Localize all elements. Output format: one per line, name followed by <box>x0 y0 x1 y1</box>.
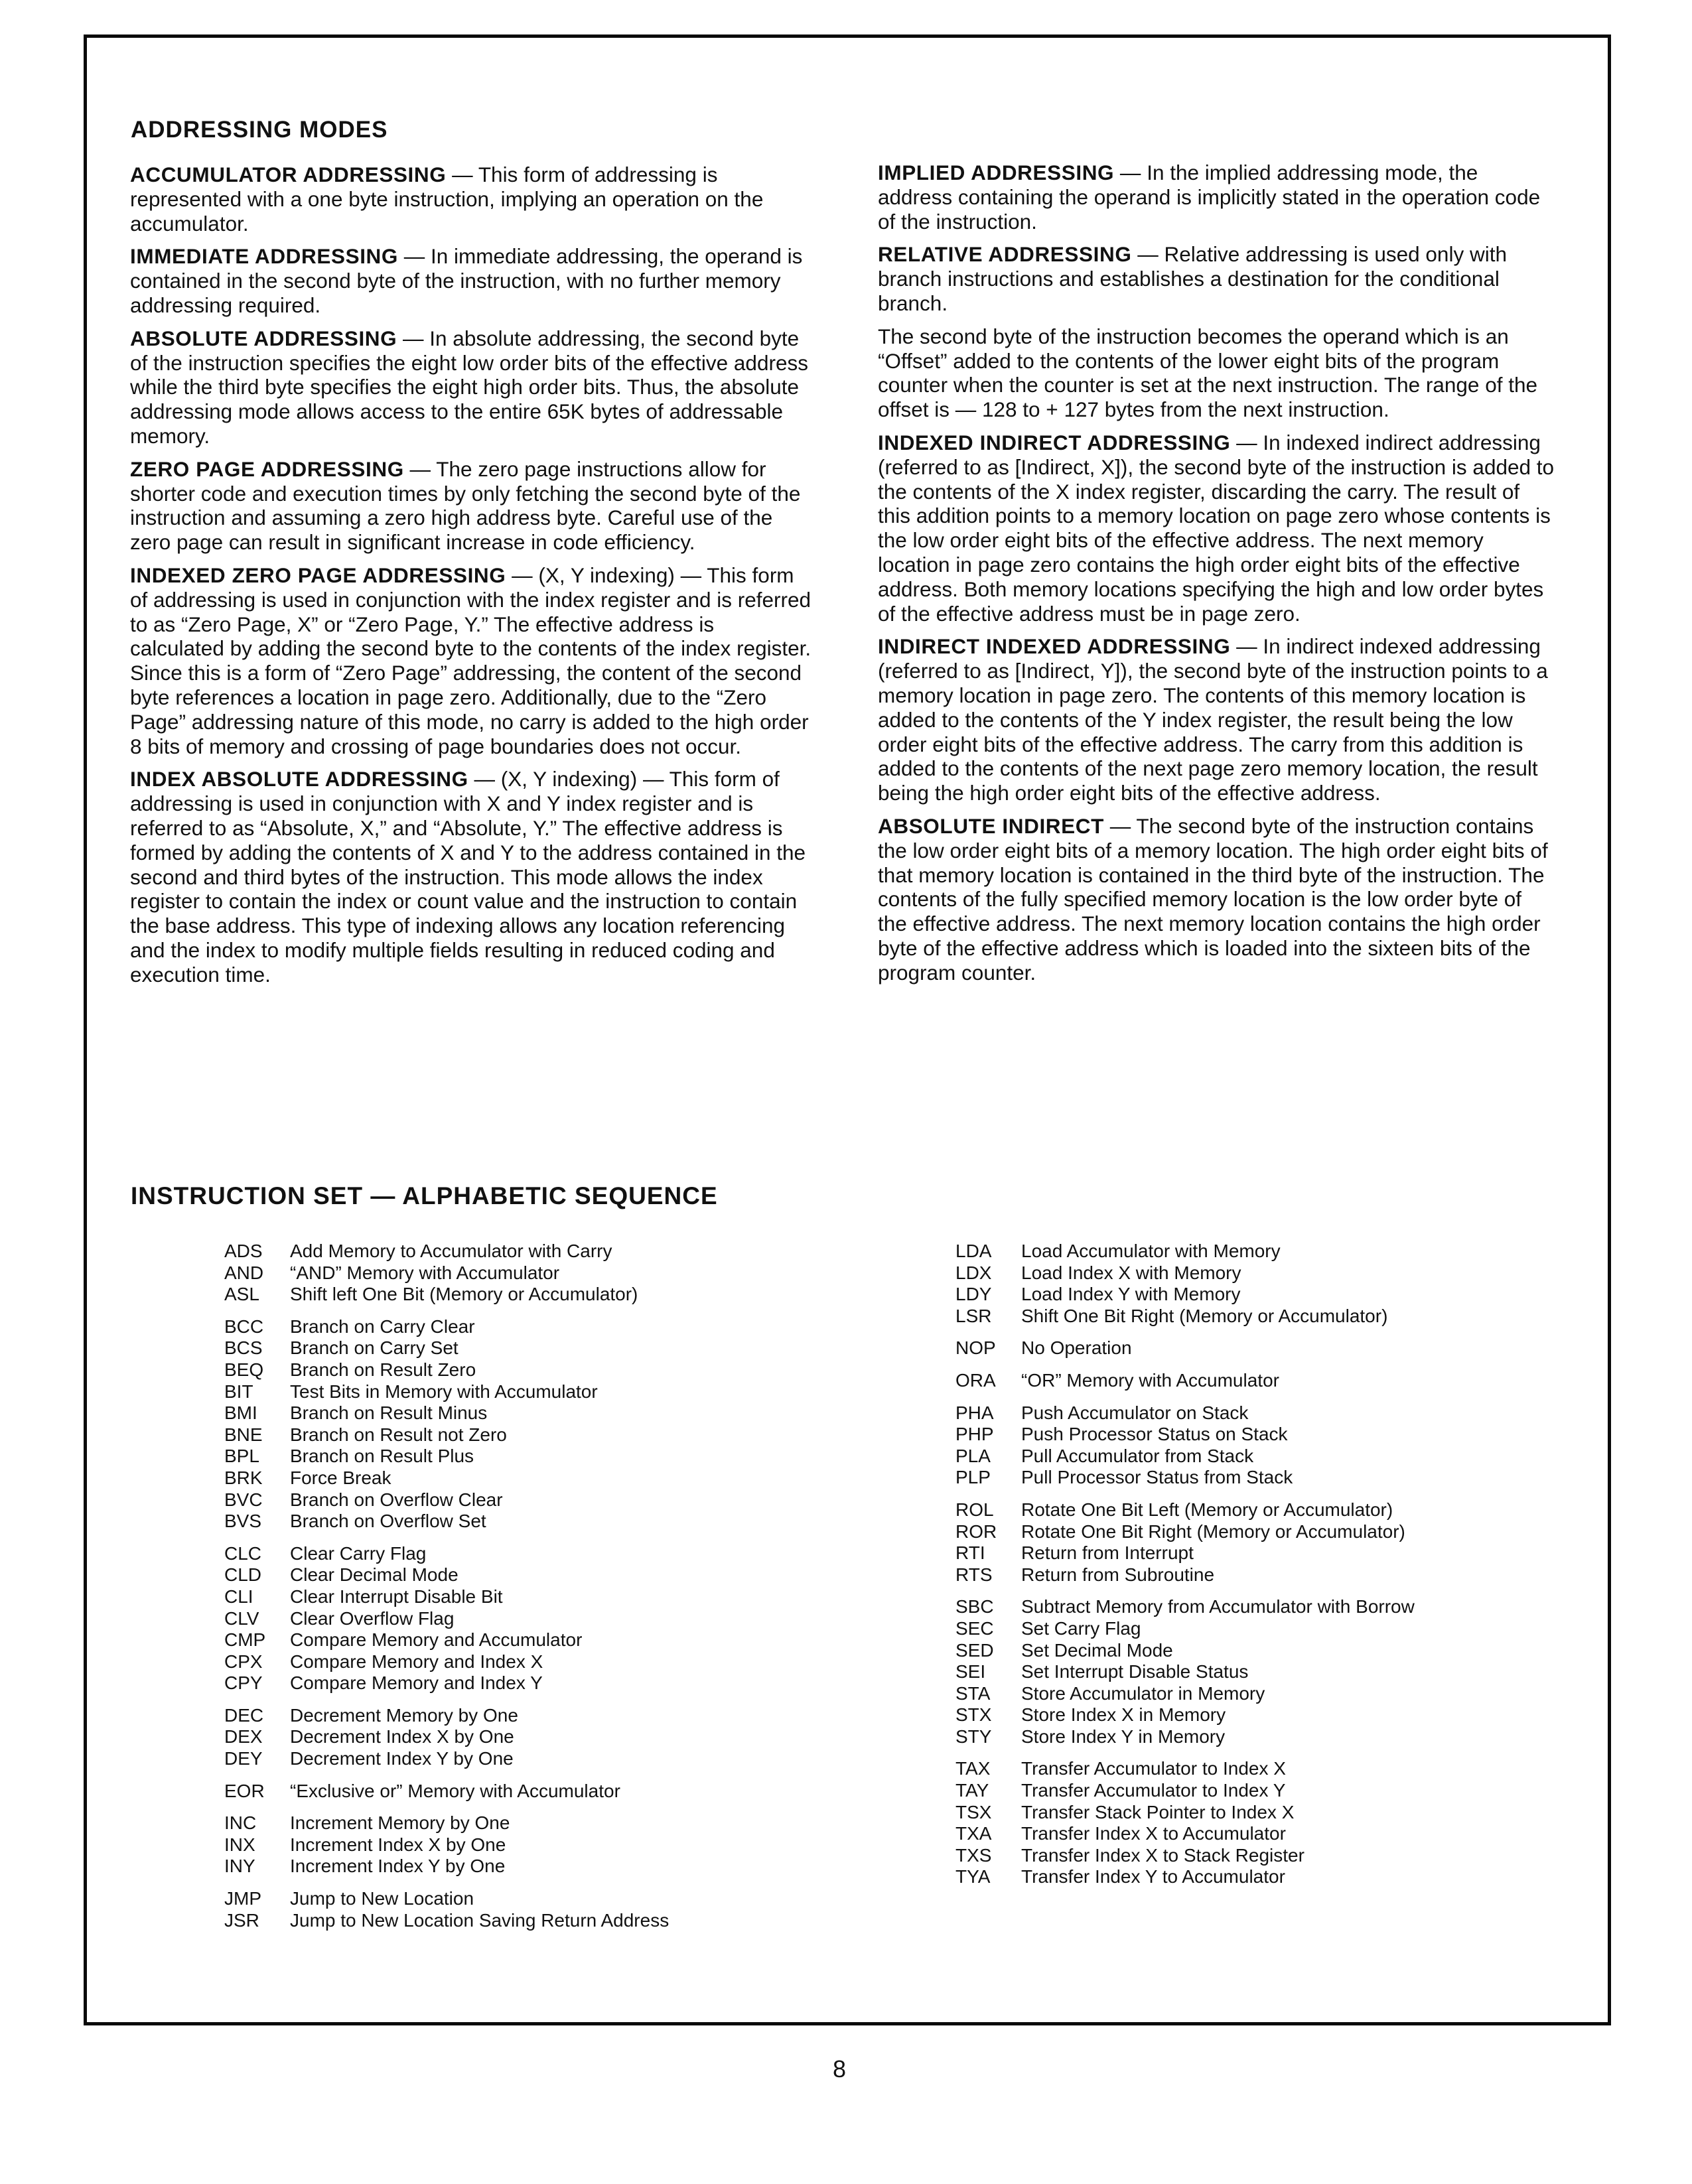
instruction-description: Clear Decimal Mode <box>290 1564 458 1586</box>
instruction-mnemonic: EOR <box>224 1780 265 1801</box>
term-separator: — <box>446 163 478 186</box>
addressing-mode-description: This form of addressing is represented with a one byte instruction, implying an operation on the accumulator. <box>130 163 764 236</box>
instruction-mnemonic: BMI <box>224 1402 257 1424</box>
addressing-mode-paragraph <box>130 163 813 236</box>
instruction-row <box>224 1672 669 1694</box>
instruction-description: Clear Interrupt Disable Bit <box>290 1586 503 1607</box>
instruction-row <box>224 1748 669 1770</box>
instruction-row <box>955 1758 1415 1780</box>
instruction-row <box>955 1424 1415 1446</box>
term-separator: — <box>506 563 539 587</box>
term-separator: — <box>1230 634 1263 659</box>
instruction-description: Return from Subroutine <box>1021 1564 1215 1585</box>
instruction-row <box>955 1823 1415 1845</box>
instruction-description: Branch on Carry Clear <box>290 1316 475 1337</box>
instruction-row <box>955 1845 1415 1867</box>
instruction-list-left <box>224 1241 669 1942</box>
instruction-group <box>224 1812 669 1877</box>
instruction-mnemonic: NOP <box>955 1337 996 1359</box>
instruction-row <box>955 1780 1415 1802</box>
instruction-row <box>224 1910 669 1932</box>
page-number: 8 <box>832 2055 847 2082</box>
instruction-row <box>224 1726 669 1748</box>
instruction-description: Load Index X with Memory <box>1021 1262 1241 1283</box>
instruction-description: Compare Memory and Accumulator <box>290 1629 583 1651</box>
term-separator: — <box>1114 161 1147 184</box>
addressing-mode-paragraph <box>878 161 1555 234</box>
instruction-row <box>955 1683 1415 1705</box>
addressing-mode-term: INDEXED INDIRECT ADDRESSING <box>878 430 1231 454</box>
instruction-group <box>224 1543 669 1694</box>
instruction-group <box>224 1705 669 1770</box>
instruction-description: Increment Memory by One <box>290 1812 510 1834</box>
instruction-description: Transfer Index X to Accumulator <box>1021 1823 1286 1844</box>
instruction-description: Store Accumulator in Memory <box>1021 1682 1265 1704</box>
instruction-mnemonic: STA <box>955 1682 991 1704</box>
addressing-mode-paragraph <box>878 814 1555 985</box>
instruction-description: Branch on Overflow Clear <box>290 1489 503 1510</box>
instruction-row <box>955 1284 1415 1306</box>
instruction-mnemonic: CLC <box>224 1542 262 1564</box>
instruction-description: Transfer Stack Pointer to Index X <box>1021 1801 1295 1822</box>
instruction-mnemonic: BRK <box>224 1467 263 1488</box>
instruction-row <box>224 1543 669 1565</box>
addressing-mode-paragraph <box>130 244 813 317</box>
instruction-description: Jump to New Location Saving Return Address <box>290 1909 670 1931</box>
instruction-mnemonic: SED <box>955 1639 994 1661</box>
addressing-mode-term: ZERO PAGE ADDRESSING <box>130 456 404 481</box>
instruction-mnemonic: INX <box>224 1834 255 1855</box>
term-separator: — <box>1103 813 1137 838</box>
instruction-mnemonic: BVS <box>224 1511 262 1532</box>
instruction-row <box>224 1359 669 1381</box>
instruction-description: Transfer Accumulator to Index Y <box>1021 1780 1286 1801</box>
addressing-mode-term: IMPLIED ADDRESSING <box>878 161 1115 184</box>
instruction-description: Compare Memory and Index X <box>290 1651 543 1672</box>
instruction-row <box>955 1802 1415 1824</box>
instruction-row <box>224 1651 669 1673</box>
instruction-mnemonic: BCC <box>224 1316 264 1337</box>
instruction-row <box>224 1489 669 1511</box>
instruction-description: Increment Index Y by One <box>290 1856 506 1877</box>
instruction-mnemonic: BNE <box>224 1424 263 1445</box>
addressing-mode-paragraph <box>878 634 1555 805</box>
instruction-row <box>955 1306 1415 1328</box>
addressing-mode-description: In the implied addressing mode, the address containing the operand is implicitly stated in the operation code of the instruction. <box>878 161 1541 234</box>
addressing-mode-description: The second byte of the instruction becomes the operand which is an “Offset” added to the contents of the lower eight bits of the program counter when the counter is set at the next instruction. The range of the offset is — 128 to + 127 bytes from the next instruction. <box>878 324 1538 422</box>
instruction-row <box>955 1564 1415 1586</box>
instruction-row <box>955 1446 1415 1467</box>
instruction-row <box>224 1586 669 1608</box>
addressing-mode-paragraph <box>878 242 1555 315</box>
instruction-mnemonic: BEQ <box>224 1359 264 1380</box>
instruction-group <box>224 1781 669 1803</box>
instruction-group <box>955 1337 1415 1359</box>
instruction-description: Clear Carry Flag <box>290 1542 427 1564</box>
instruction-description: Pull Accumulator from Stack <box>1021 1445 1254 1466</box>
instruction-group <box>955 1370 1415 1392</box>
instruction-row <box>224 1629 669 1651</box>
addressing-mode-term: ABSOLUTE INDIRECT <box>878 813 1104 838</box>
instruction-row <box>224 1467 669 1489</box>
instruction-description: Push Accumulator on Stack <box>1021 1402 1249 1423</box>
addressing-mode-description: The zero page instructions allow for shorter code and execution times by only fetching the second byte of the instruction and assuming a zero high address byte. Careful use of the zero page can result in significant increase in code efficiency. <box>130 456 801 555</box>
term-separator: — <box>468 767 501 791</box>
instruction-group <box>955 1402 1415 1489</box>
addressing-mode-description: In indirect indexed addressing (referred to as [Indirect, Y]), the second byte of the instruction points to a memory location in page zero. The contents of this memory location is added to the contents of the Y index register, the result being the low order eight bits of the effective address. The carry from this addition is added to the contents of the next page zero memory location, the result being the high order eight bits of the effective address. <box>878 634 1548 805</box>
instruction-description: Transfer Accumulator to Index X <box>1021 1758 1286 1779</box>
instruction-row <box>224 1402 669 1424</box>
instruction-group <box>955 1596 1415 1747</box>
instruction-description: Force Break <box>290 1467 391 1488</box>
instruction-row <box>955 1704 1415 1726</box>
instruction-mnemonic: ADS <box>224 1241 263 1261</box>
instruction-mnemonic: SEI <box>955 1661 986 1682</box>
addressing-mode-description: In immediate addressing, the operand is contained in the second byte of the instruction, with no further memory addressing required. <box>130 244 803 317</box>
instruction-mnemonic: TSX <box>955 1801 992 1822</box>
instruction-description: Set Interrupt Disable Status <box>1021 1661 1249 1682</box>
instruction-mnemonic: JSR <box>224 1909 259 1931</box>
addressing-mode-term: ACCUMULATOR ADDRESSING <box>130 163 447 186</box>
instruction-description: Store Index Y in Memory <box>1021 1726 1226 1747</box>
instruction-row <box>224 1888 669 1910</box>
instruction-description: Branch on Result Minus <box>290 1402 488 1424</box>
instruction-row <box>955 1866 1415 1888</box>
instruction-description: Rotate One Bit Left (Memory or Accumulator) <box>1021 1499 1393 1520</box>
instruction-description: Load Accumulator with Memory <box>1021 1241 1281 1261</box>
addressing-mode-term: IMMEDIATE ADDRESSING <box>130 244 399 269</box>
instruction-mnemonic: DEY <box>224 1748 263 1769</box>
instruction-mnemonic: TAX <box>955 1758 991 1779</box>
instruction-mnemonic: CLI <box>224 1586 253 1607</box>
instruction-row <box>955 1467 1415 1489</box>
instruction-row <box>224 1381 669 1403</box>
instruction-mnemonic: CLD <box>224 1564 262 1586</box>
instruction-row <box>955 1263 1415 1284</box>
instruction-row <box>224 1511 669 1533</box>
instruction-row <box>224 1316 669 1338</box>
addressing-mode-paragraph <box>130 457 813 555</box>
instruction-group <box>955 1499 1415 1586</box>
addressing-mode-description: In absolute addressing, the second byte of the instruction specifies the eight low order bits of the effective address while the third byte specifies the eight high order bits. Thus, the absolute addressing mode allows access to the entire 65K bytes of addressable memory. <box>130 326 808 448</box>
instruction-description: Transfer Index Y to Accumulator <box>1021 1866 1285 1887</box>
instruction-mnemonic: RTI <box>955 1542 985 1564</box>
instruction-row <box>224 1424 669 1446</box>
instruction-mnemonic: CLV <box>224 1607 259 1629</box>
instruction-mnemonic: SEC <box>955 1617 994 1639</box>
instruction-row <box>224 1241 669 1263</box>
instruction-row <box>955 1402 1415 1424</box>
instruction-mnemonic: TXA <box>955 1823 992 1844</box>
instruction-row <box>955 1640 1415 1662</box>
instruction-description: Transfer Index X to Stack Register <box>1021 1844 1304 1866</box>
addressing-mode-paragraph <box>130 326 813 448</box>
instruction-description: Push Processor Status on Stack <box>1021 1424 1288 1445</box>
instruction-mnemonic: LDA <box>955 1241 992 1261</box>
instruction-mnemonic: INC <box>224 1812 257 1834</box>
instruction-mnemonic: PLA <box>955 1445 991 1466</box>
instruction-description: Branch on Result Zero <box>290 1359 476 1380</box>
instruction-mnemonic: ASL <box>224 1284 259 1305</box>
instruction-mnemonic: CPX <box>224 1651 263 1672</box>
instruction-mnemonic: LSR <box>955 1305 992 1326</box>
instruction-description: Set Carry Flag <box>1021 1617 1141 1639</box>
instruction-description: “Exclusive or” Memory with Accumulator <box>290 1780 620 1801</box>
addressing-mode-term: INDEXED ZERO PAGE ADDRESSING <box>130 563 506 587</box>
addressing-mode-paragraph <box>878 324 1555 422</box>
addressing-mode-description: In indexed indirect addressing (referred to as [Indirect, X]), the second byte of the instruction is added to the contents of the X index register, discarding the carry. The result of this addition points to a memory location on page zero whose contents is the low order eight bits of the effective address. The next memory location in page zero contains the high order eight bits of the effective address. Both memory locations specifying the high and low order bytes of the effective address must be in page zero. <box>878 430 1555 626</box>
instruction-description: “AND” Memory with Accumulator <box>290 1262 560 1283</box>
instruction-description: Increment Index X by One <box>290 1834 506 1855</box>
instruction-mnemonic: STY <box>955 1726 992 1747</box>
instruction-mnemonic: AND <box>224 1262 264 1283</box>
instruction-mnemonic: LDX <box>955 1262 992 1283</box>
instruction-description: Decrement Index X by One <box>290 1726 514 1747</box>
instruction-description: Load Index Y with Memory <box>1021 1284 1241 1305</box>
instruction-description: Branch on Result not Zero <box>290 1424 507 1445</box>
addressing-mode-paragraph <box>130 767 813 987</box>
instruction-group <box>955 1241 1415 1327</box>
instruction-mnemonic: PHA <box>955 1402 994 1423</box>
instruction-group <box>224 1888 669 1931</box>
instruction-row <box>224 1564 669 1586</box>
instruction-row <box>224 1284 669 1306</box>
instruction-description: Compare Memory and Index Y <box>290 1672 543 1694</box>
addressing-mode-term: ABSOLUTE ADDRESSING <box>130 326 397 350</box>
instruction-row <box>955 1726 1415 1748</box>
instruction-row <box>224 1263 669 1284</box>
addressing-mode-description: Relative addressing is used only with branch instructions and establishes a destination for the conditional branch. <box>878 242 1507 315</box>
instruction-mnemonic: DEC <box>224 1704 264 1726</box>
instruction-mnemonic: TAY <box>955 1780 989 1801</box>
term-separator: — <box>1131 242 1164 267</box>
instruction-description: Test Bits in Memory with Accumulator <box>290 1381 598 1402</box>
instruction-mnemonic: BCS <box>224 1337 263 1359</box>
instruction-list-right <box>955 1241 1415 1899</box>
addressing-mode-term: RELATIVE ADDRESSING <box>878 242 1132 267</box>
instruction-description: Add Memory to Accumulator with Carry <box>290 1241 612 1261</box>
addressing-mode-paragraph <box>130 563 813 758</box>
instruction-description: Pull Processor Status from Stack <box>1021 1467 1293 1488</box>
instruction-description: Decrement Memory by One <box>290 1704 518 1726</box>
instruction-mnemonic: BIT <box>224 1381 253 1402</box>
addressing-mode-description: (X, Y indexing) — This form of addressing is used in conjunction with X and Y index register and is referred to as “Absolute, X,” and “Absolute, Y.” The effective address is formed by adding the contents of X and Y to the address contained in the second and third bytes of the instruction. This mode allows the index register to contain the index or count value and the instruction to contain the base address. This type of indexing allows any location referencing and the index to modify multiple fields resulting in reduced coding and execution time. <box>130 767 806 987</box>
section-title-addressing-modes: ADDRESSING MODES <box>131 117 388 143</box>
instruction-mnemonic: TYA <box>955 1866 991 1887</box>
instruction-mnemonic: ORA <box>955 1369 996 1391</box>
instruction-description: Set Decimal Mode <box>1021 1639 1173 1661</box>
instruction-group <box>224 1316 669 1533</box>
instruction-row <box>224 1812 669 1834</box>
instruction-mnemonic: PLP <box>955 1467 991 1488</box>
addressing-modes-left-column <box>130 163 813 996</box>
instruction-mnemonic: TXS <box>955 1844 992 1866</box>
instruction-mnemonic: INY <box>224 1856 255 1877</box>
instruction-mnemonic: ROR <box>955 1521 997 1542</box>
instruction-mnemonic: BPL <box>224 1446 259 1467</box>
instruction-group <box>955 1758 1415 1888</box>
instruction-row <box>955 1499 1415 1521</box>
instruction-description: Branch on Result Plus <box>290 1446 474 1467</box>
instruction-description: Return from Interrupt <box>1021 1542 1194 1564</box>
addressing-mode-description: The second byte of the instruction contains the low order eight bits of a memory location. The high order eight bits of that memory location is contained in the third byte of the instruction. The contents of the fully specified memory location is the low order byte of the effective address. The next memory location contains the high order byte of the effective address which is loaded into the sixteen bits of the program counter. <box>878 813 1548 985</box>
instruction-mnemonic: PHP <box>955 1424 994 1445</box>
instruction-description: Jump to New Location <box>290 1888 474 1909</box>
addressing-mode-term: INDEX ABSOLUTE ADDRESSING <box>130 767 468 791</box>
addressing-mode-term: INDIRECT INDEXED ADDRESSING <box>878 634 1231 659</box>
instruction-row <box>224 1856 669 1877</box>
instruction-description: “OR” Memory with Accumulator <box>1021 1369 1279 1391</box>
instruction-description: Store Index X in Memory <box>1021 1704 1226 1726</box>
addressing-mode-paragraph <box>878 431 1555 626</box>
instruction-row <box>224 1446 669 1467</box>
instruction-row <box>955 1596 1415 1618</box>
instruction-row <box>955 1521 1415 1543</box>
instruction-mnemonic: CPY <box>224 1672 263 1694</box>
instruction-mnemonic: STX <box>955 1704 992 1726</box>
instruction-description: No Operation <box>1021 1337 1132 1359</box>
instruction-row <box>224 1705 669 1727</box>
instruction-mnemonic: SBC <box>955 1596 994 1617</box>
addressing-mode-description: (X, Y indexing) — This form of addressing is used in conjunction with the index register and is referred to as “Zero Page, X” or “Zero Page, Y.” The effective address is calculated by adding the second byte to the contents of the index register. Since this is a form of “Zero Page” addressing, the content of the second byte references a location in page zero. Additionally, due to the “Zero Page” addressing nature of this mode, no carry is added to the high order 8 bits of memory and crossing of page boundaries does not occur. <box>130 563 811 758</box>
instruction-row <box>224 1337 669 1359</box>
instruction-description: Subtract Memory from Accumulator with Borrow <box>1021 1596 1415 1617</box>
instruction-description: Shift One Bit Right (Memory or Accumulator) <box>1021 1305 1388 1326</box>
instruction-row <box>955 1241 1415 1263</box>
instruction-description: Shift left One Bit (Memory or Accumulator) <box>290 1284 638 1305</box>
term-separator: — <box>397 326 430 350</box>
instruction-mnemonic: RTS <box>955 1564 993 1585</box>
instruction-description: Rotate One Bit Right (Memory or Accumulator) <box>1021 1521 1405 1542</box>
instruction-mnemonic: CMP <box>224 1629 266 1651</box>
instruction-group <box>224 1241 669 1306</box>
instruction-row <box>224 1781 669 1803</box>
instruction-description: Branch on Carry Set <box>290 1337 458 1359</box>
instruction-description: Clear Overflow Flag <box>290 1607 455 1629</box>
instruction-description: Decrement Index Y by One <box>290 1748 514 1769</box>
instruction-mnemonic: LDY <box>955 1284 992 1305</box>
instruction-row <box>955 1661 1415 1683</box>
instruction-mnemonic: DEX <box>224 1726 263 1747</box>
section-title-instruction-set: INSTRUCTION SET — ALPHABETIC SEQUENCE <box>131 1182 718 1209</box>
addressing-modes-right-column <box>878 161 1555 994</box>
instruction-mnemonic: JMP <box>224 1888 261 1909</box>
instruction-mnemonic: ROL <box>955 1499 994 1520</box>
instruction-row <box>955 1370 1415 1392</box>
instruction-row <box>955 1542 1415 1564</box>
term-separator: — <box>1230 430 1263 454</box>
instruction-row <box>224 1834 669 1856</box>
term-separator: — <box>403 456 437 481</box>
term-separator: — <box>398 244 431 269</box>
instruction-row <box>955 1337 1415 1359</box>
instruction-description: Branch on Overflow Set <box>290 1511 486 1532</box>
instruction-row <box>224 1608 669 1630</box>
instruction-mnemonic: BVC <box>224 1489 263 1510</box>
instruction-row <box>955 1618 1415 1640</box>
